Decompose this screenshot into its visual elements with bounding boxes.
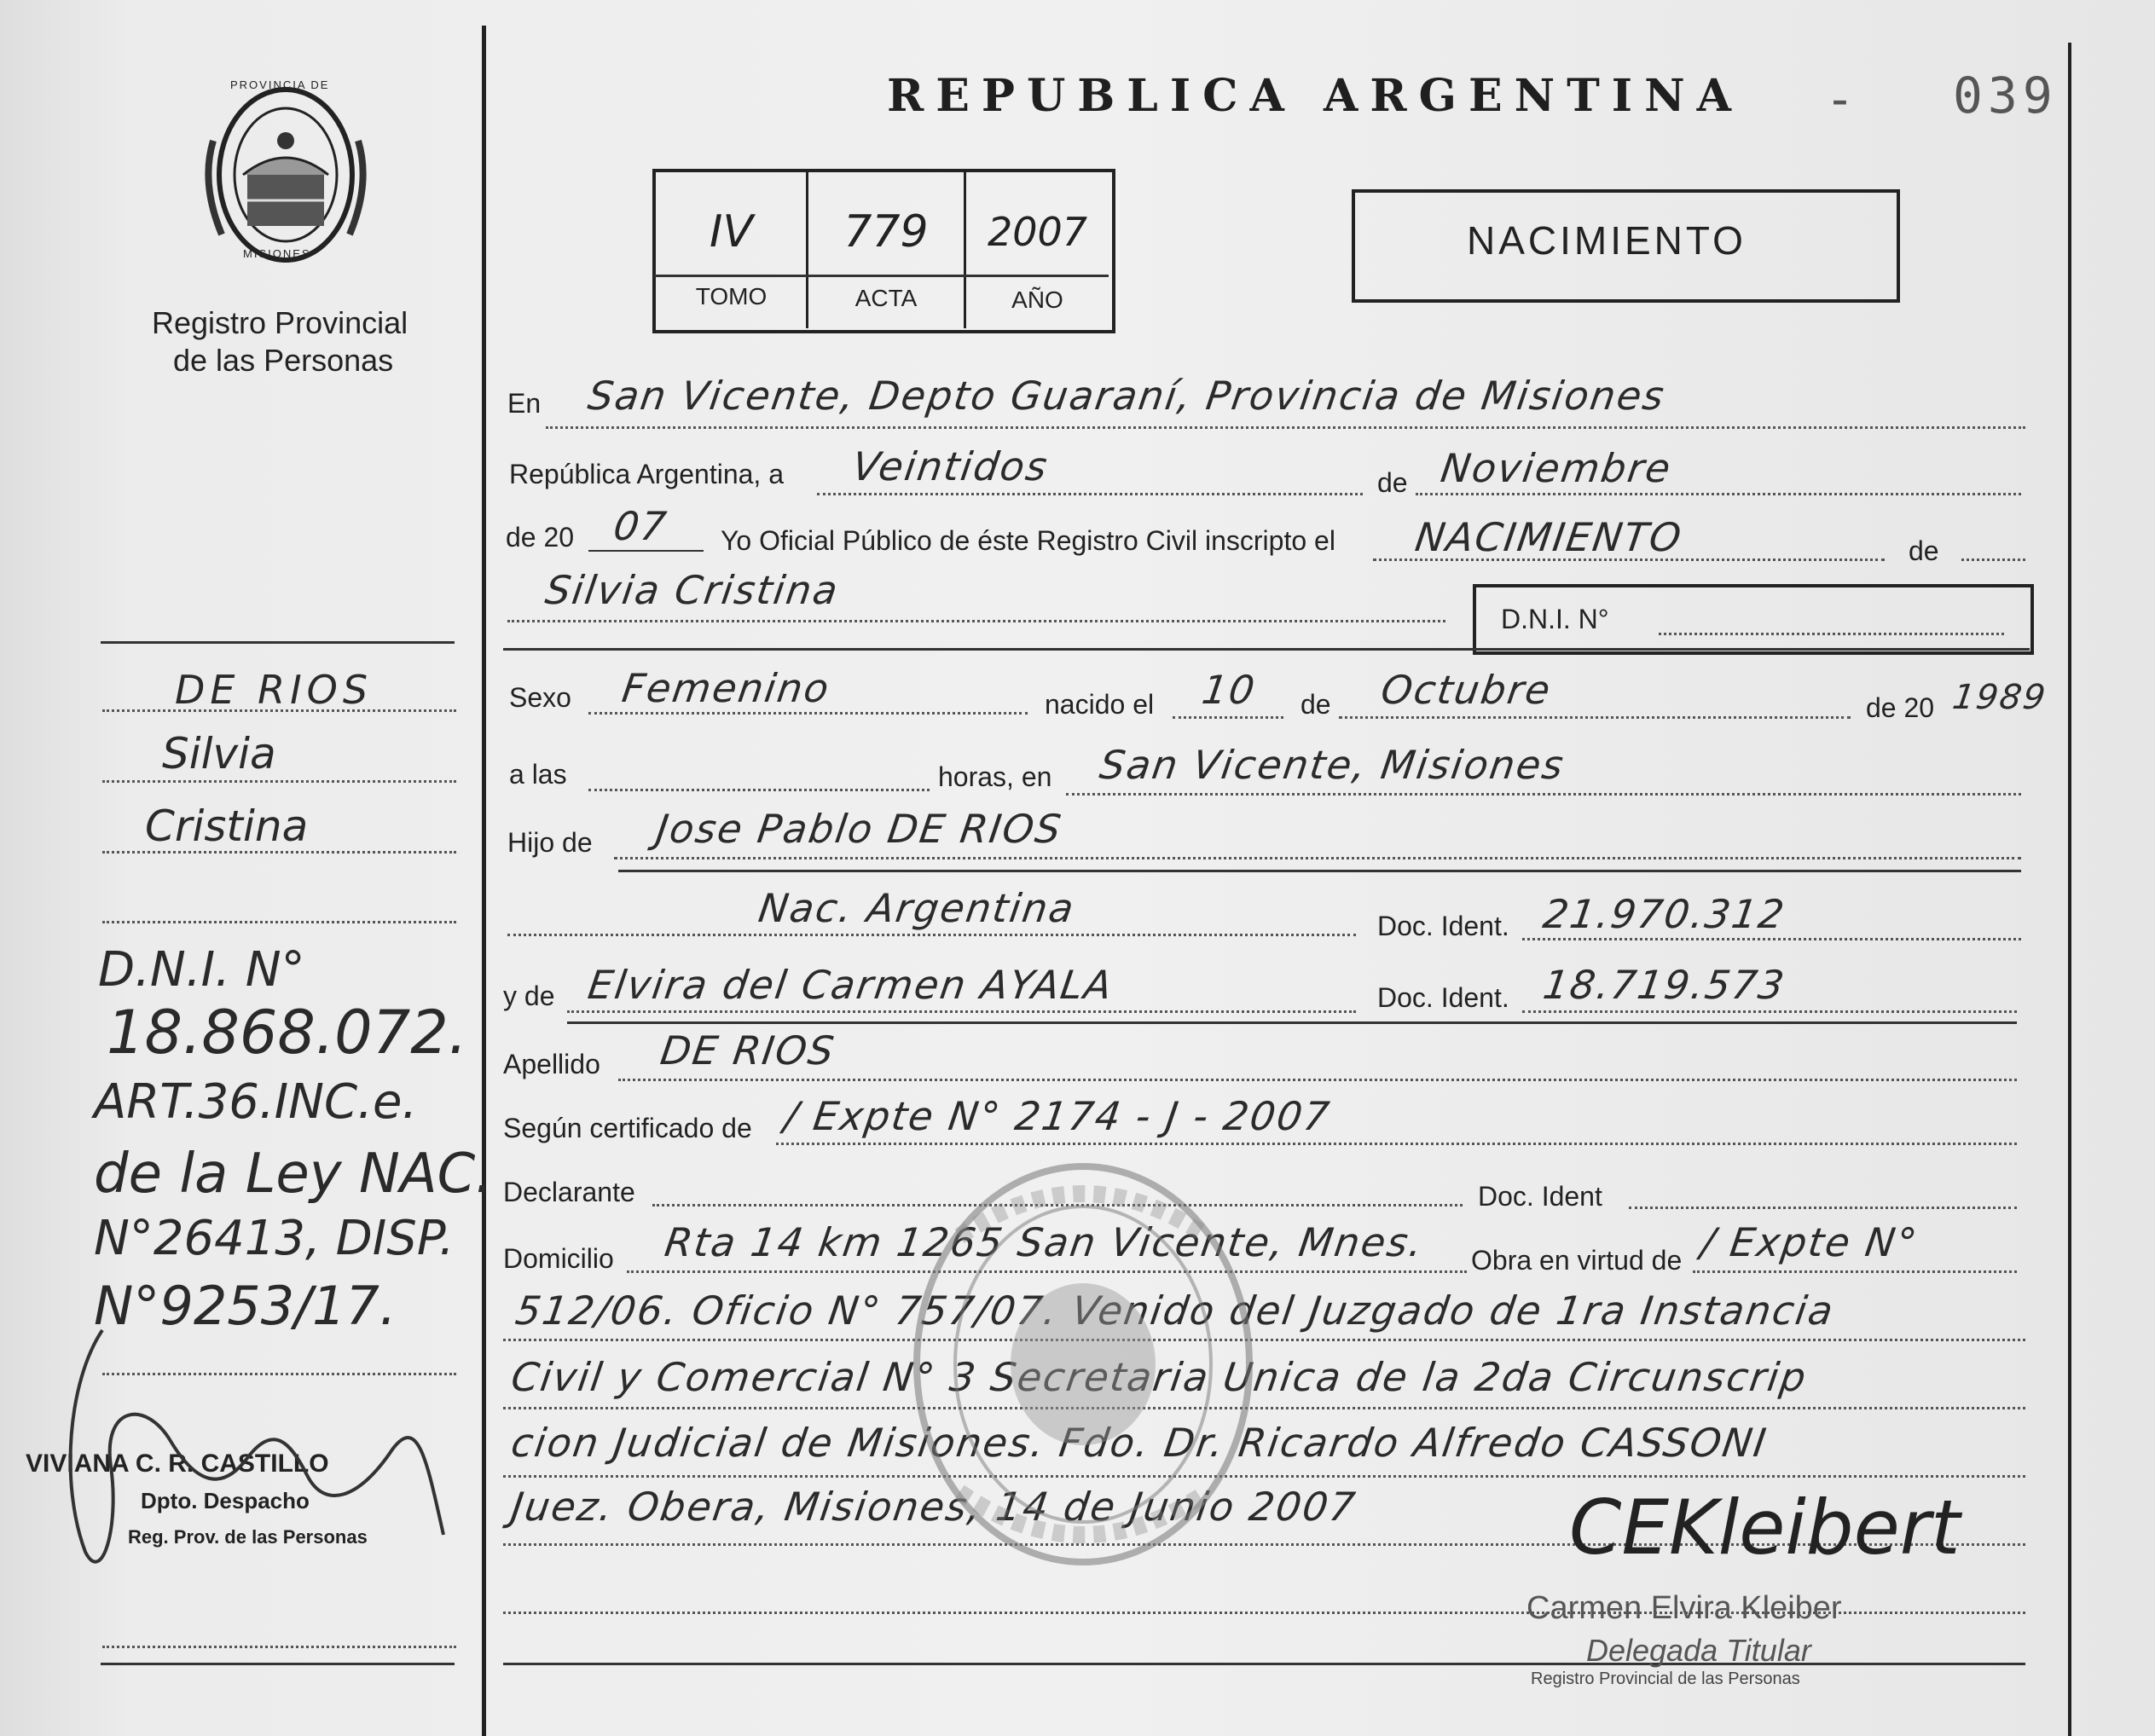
margin-note-2: 18.868.072.	[107, 998, 468, 1068]
margin-stamp-dept: Dpto. Despacho	[141, 1488, 310, 1513]
declarante-label: Declarante	[503, 1177, 635, 1207]
registrar-office: Registro Provincial de las Personas	[1531, 1669, 1800, 1688]
en-line	[546, 426, 2025, 429]
header-dash: -	[1825, 70, 1860, 128]
padre-doc-label: Doc. Ident.	[1377, 911, 1509, 941]
apellido-line	[618, 1079, 2017, 1081]
declarante-doc-label: Doc. Ident	[1478, 1181, 1602, 1212]
margin-note-1: D.N.I. N°	[98, 942, 305, 998]
madre-value: Elvira del Carmen AYALA	[585, 962, 1116, 1008]
registrar-role: Delegada Titular	[1586, 1633, 1811, 1668]
declarante-doc-line	[1629, 1207, 2017, 1209]
obra-line	[1693, 1270, 2017, 1273]
margin-signature-scribble	[51, 1313, 452, 1594]
left-frame-line	[482, 26, 486, 1736]
acta-label: ACTA	[854, 285, 918, 311]
document-title: REPUBLICA ARGENTINA	[887, 70, 1744, 122]
sexo-label: Sexo	[509, 682, 571, 713]
office-name-line1: Registro Provincial	[152, 305, 408, 340]
office-name-line2: de las Personas	[173, 343, 394, 378]
republica-label: República Argentina, a	[509, 459, 784, 489]
body-line-3	[503, 1475, 2025, 1478]
de20-label: de 20	[506, 522, 575, 553]
lugar-value: San Vicente, Misiones	[1097, 742, 1568, 788]
nac-dia-line	[1173, 716, 1283, 719]
anio-label: AÑO	[1011, 286, 1063, 313]
margin-line-3	[102, 851, 456, 854]
padre-doc-value: 21.970.312	[1540, 891, 1789, 937]
oficial-label: Yo Oficial Público de éste Registro Civil inscripto el	[721, 525, 1335, 556]
alas-line	[588, 789, 930, 791]
domicilio-value: Rta 14 km 1265 San Vicente, Mnes.	[662, 1219, 1427, 1265]
anio-value: 2007	[987, 209, 1088, 255]
lugar-line	[1066, 793, 2021, 796]
de-label-1: de	[1377, 467, 1408, 498]
mes-value: Noviembre	[1438, 445, 1675, 491]
madre-doc-line	[1522, 1010, 2017, 1013]
domicilio-label: Domicilio	[503, 1243, 614, 1274]
page-number: 039	[1953, 67, 2058, 124]
seal-text-bottom: MISIONES	[243, 247, 311, 260]
margin-note-5: N°26413, DISP.	[94, 1211, 455, 1266]
segun-line	[776, 1143, 2017, 1145]
en-label: En	[507, 388, 542, 419]
apellido-label: Apellido	[503, 1049, 600, 1079]
padre-nac-line	[507, 934, 1356, 936]
obra-label: Obra en virtud de	[1471, 1245, 1683, 1276]
segun-label: Según certificado de	[503, 1113, 752, 1143]
margin-note-3: ART.36.INC.e.	[94, 1074, 418, 1130]
body-text-3: cion Judicial de Misiones. Fdo. Dr. Ricardo Alfredo CASSONI	[508, 1420, 1770, 1466]
sexo-value: Femenino	[619, 665, 833, 711]
registrar-name: Carmen Elvira Kleiber	[1526, 1590, 1842, 1626]
madre-line	[567, 1010, 1356, 1013]
de-label-2: de	[1909, 535, 1939, 566]
right-frame-line	[2068, 43, 2071, 1736]
record-type-label: NACIMIENTO	[1467, 218, 1747, 263]
nac-anio-value: 1989	[1949, 678, 2050, 717]
padre-doc-line	[1522, 938, 2021, 940]
body-text-4: Juez. Obera, Misiones, 14 de Junio 2007	[508, 1484, 1360, 1530]
margin-note-6: N°9253/17.	[94, 1275, 397, 1337]
hijo-label: Hijo de	[507, 827, 593, 858]
margin-line-6	[102, 1646, 456, 1648]
registrar-signature: CEKleibert	[1569, 1484, 1961, 1571]
nombre-value: Silvia Cristina	[542, 567, 843, 613]
section-divider-1	[503, 648, 2030, 651]
margin-stamp-name: VIVIANA C. R. CASTILLO	[26, 1450, 329, 1478]
body-line-2	[503, 1407, 2025, 1409]
horas-label: horas, en	[938, 761, 1052, 792]
anio-registro-line	[588, 550, 704, 552]
tomo-value: IV	[710, 206, 753, 258]
obra-value: / Expte N°	[1698, 1219, 1921, 1265]
margin-line-2	[102, 780, 456, 783]
nac-mes-value: Octubre	[1378, 667, 1555, 713]
tomo-label: TOMO	[695, 283, 768, 310]
padre-value: Jose Pablo DE RIOS	[653, 806, 1066, 852]
padre-nac-value: Nac. Argentina	[756, 885, 1079, 931]
apellido-value: DE RIOS	[658, 1027, 838, 1073]
sexo-line	[588, 712, 1028, 715]
official-round-stamp	[908, 1160, 1258, 1569]
acta-value: 779	[843, 206, 929, 258]
margin-rule-top	[101, 641, 455, 644]
margin-stamp-office: Reg. Prov. de las Personas	[128, 1526, 368, 1548]
yde-label: y de	[503, 981, 555, 1011]
dia-value: Veintidos	[849, 443, 1051, 489]
margin-name-1: Silvia	[162, 729, 276, 778]
seal-text-top: PROVINCIA DE	[230, 78, 330, 91]
margin-note-4: de la Ley NAC.	[94, 1143, 493, 1206]
de19-label: de 20	[1866, 692, 1935, 723]
mes-line	[1416, 493, 2021, 495]
en-value: San Vicente, Depto Guaraní, Provincia de Misiones	[585, 373, 1669, 419]
record-box-midline	[654, 275, 1109, 277]
segun-value: / Expte N° 2174 - J - 2007	[781, 1093, 1334, 1139]
body-text-2: Civil y Comercial N° 3 Secretaria Unica de la 2da Circunscrip	[508, 1354, 1810, 1400]
alas-label: a las	[509, 759, 567, 790]
body-line-1	[503, 1339, 2025, 1341]
madre-doc-value: 18.719.573	[1540, 962, 1789, 1008]
evento-value: NACIMIENTO	[1412, 514, 1686, 560]
margin-line-4	[102, 921, 456, 923]
nacido-label: nacido el	[1045, 689, 1155, 720]
province-seal-emblem	[196, 72, 375, 277]
dni-label: D.N.I. N°	[1501, 604, 1609, 634]
body-text-1: 512/06. Oficio N° 757/07. Venido del Juzgado de 1ra Instancia	[513, 1288, 1838, 1334]
margin-name-2: Cristina	[145, 801, 309, 851]
madre-underline	[567, 1021, 2017, 1024]
nombre-line	[507, 620, 1445, 622]
nac-dia-value: 10	[1199, 667, 1260, 713]
nac-mes-line	[1339, 716, 1851, 719]
padre-underline	[618, 870, 2021, 872]
padre-line	[614, 857, 2021, 859]
margin-rule-bottom	[101, 1663, 455, 1665]
madre-doc-label: Doc. Ident.	[1377, 982, 1509, 1013]
anio-registro-value: 07	[611, 503, 671, 549]
dia-line	[817, 493, 1363, 495]
margin-line-1	[102, 709, 456, 712]
margin-surname: DE RIOS	[175, 667, 374, 713]
de-label-3: de	[1301, 689, 1331, 720]
de-line-2	[1961, 558, 2025, 561]
dni-line	[1659, 633, 2004, 635]
